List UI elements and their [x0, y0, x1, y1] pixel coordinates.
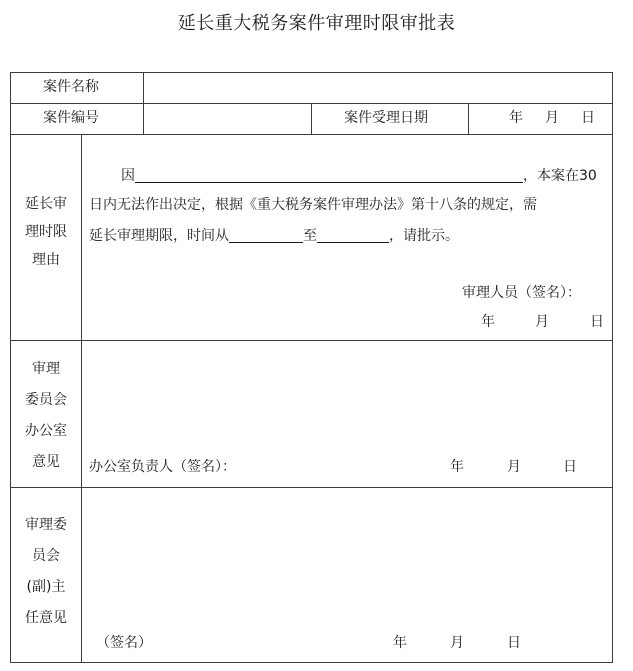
- case-number-label: 案件编号: [43, 110, 99, 126]
- director-date-day: 日: [507, 635, 521, 651]
- table-rule: [311, 103, 312, 134]
- label-line: 办公室: [25, 423, 67, 439]
- label-line: 延长审: [25, 196, 67, 212]
- reason-blank[interactable]: [135, 168, 523, 183]
- label-line: (副)主: [26, 579, 66, 595]
- office-date-year: 年: [450, 459, 464, 475]
- label-line: 审理委: [25, 517, 67, 533]
- office-date-month: 月: [507, 459, 521, 475]
- director-date-year: 年: [393, 635, 407, 651]
- label-line: 理时限: [25, 224, 67, 240]
- reason-prefix: 因: [121, 168, 135, 184]
- table-rule: [10, 487, 613, 488]
- label-line: 审理: [32, 361, 60, 377]
- reviewer-date-month: 月: [535, 314, 549, 330]
- form-title: 延长重大税务案件审理时限审批表: [177, 13, 456, 34]
- table-border-bottom: [10, 662, 613, 663]
- director-opinion-label: [11, 510, 81, 634]
- office-date-day: 日: [563, 459, 577, 475]
- director-signature-label: （签名）: [96, 635, 152, 651]
- accept-date-field[interactable]: 年 月 日: [509, 110, 599, 126]
- case-number-field[interactable]: [150, 111, 305, 127]
- accept-date-label: 案件受理日期: [344, 110, 428, 126]
- period-end-blank[interactable]: [317, 228, 389, 243]
- case-name-field[interactable]: [150, 80, 605, 96]
- label-line: 任意见: [25, 610, 67, 626]
- office-head-signature-label: 办公室负责人（签名）：: [89, 459, 236, 475]
- office-opinion-label: [11, 354, 81, 478]
- reason-line-2: 日内无法作出决定，根据《重大税务案件审理办法》第十八条的规定，需: [89, 197, 537, 213]
- reason-line-1: [121, 168, 597, 183]
- director-date-month: 月: [450, 635, 464, 651]
- label-line: 意见: [32, 454, 60, 470]
- table-border-top: [10, 72, 613, 73]
- period-to: 至: [303, 228, 317, 244]
- case-name-label: 案件名称: [43, 79, 99, 95]
- label-line: 员会: [32, 548, 60, 564]
- reviewer-date-day: 日: [590, 314, 604, 330]
- label-line: 委员会: [25, 392, 67, 408]
- table-rule: [468, 103, 469, 134]
- table-rule: [143, 72, 144, 134]
- reviewer-date-year: 年: [481, 314, 495, 330]
- reviewer-signature-label: 审理人员（签名）：: [462, 285, 581, 301]
- table-rule: [10, 340, 613, 341]
- table-rule: [10, 134, 613, 135]
- table-rule: [81, 134, 82, 663]
- reason-suffix: ，本案在30: [523, 168, 597, 184]
- reason-line-3: [89, 228, 459, 243]
- period-suffix: ，请批示。: [389, 228, 459, 244]
- label-line: 理由: [32, 252, 60, 268]
- period-prefix: 延长审理期限，时间从: [89, 228, 229, 244]
- table-border-right: [612, 72, 613, 663]
- extend-reason-label: [11, 190, 81, 274]
- period-start-blank[interactable]: [229, 228, 303, 243]
